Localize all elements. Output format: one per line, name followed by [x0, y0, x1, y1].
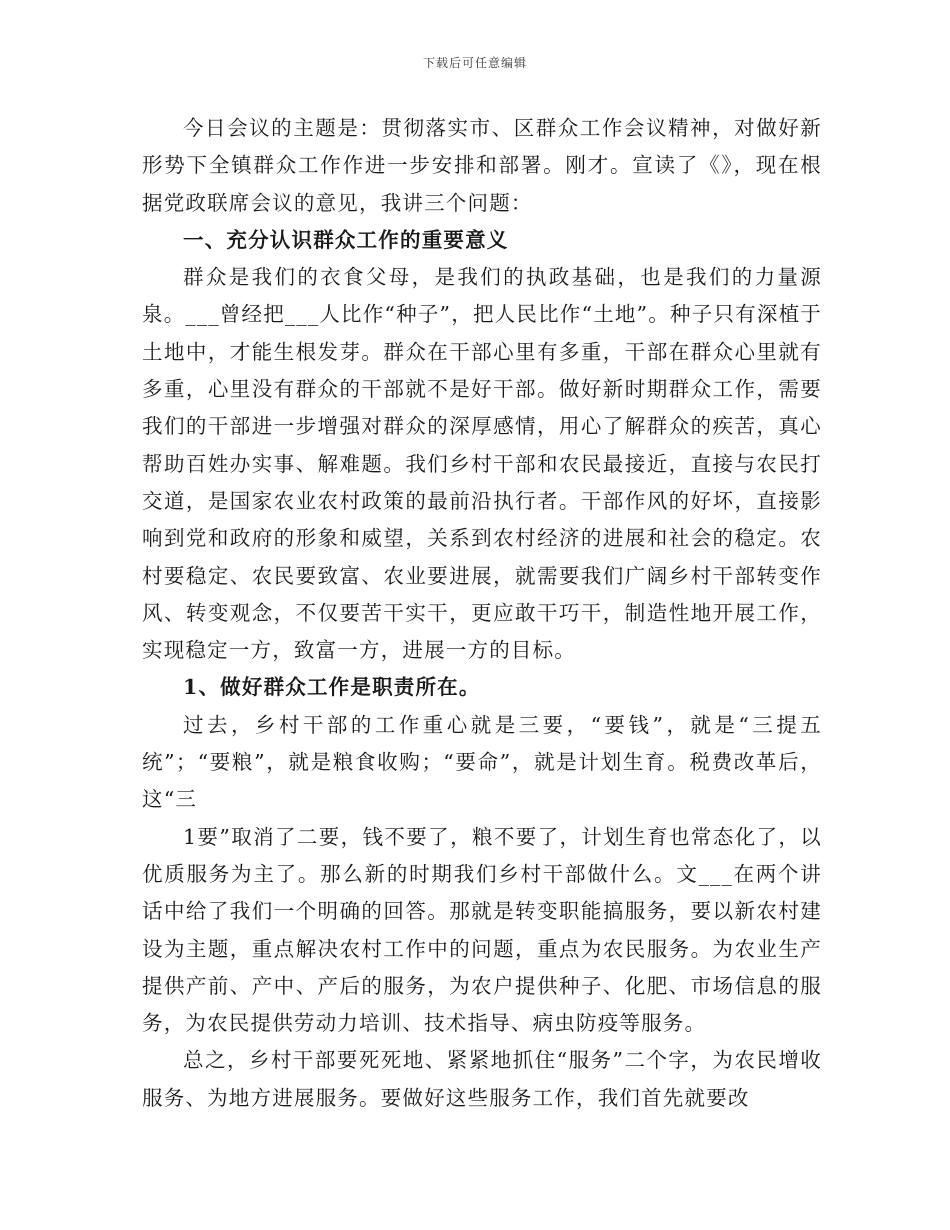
paragraph-significance: 群众是我们的衣食父母，是我们的执政基础，也是我们的力量源泉。___曾经把___人比作“种子”，把人民比作“土地”。种子只有深植于土地中，才能生根发芽。群众在干部心里有多重，干部在群众心里就有多重，心里没有群众的干部就不是好干部。做好新时期群众工作，需要我们的干部进一步增强对群众的深厚感情，用心了解群众的疾苦，真心帮助百姓办实事、解难题。我们乡村干部和农民最接近，直接与农民打交道，是国家农业农村政策的最前沿执行者。干部作风的好坏，直接影响到党和政府的形象和威望，关系到农村经济的进展和社会的稳定。农村要稳定、农民要致富、农业要进展，就需要我们广阔乡村干部转变作风、转变观念，不仅要苦干实干，更应敢干巧干，制造性地开展工作，实现稳定一方，致富一方，进展一方的目标。: [142, 265, 822, 663]
paragraph-service-shift: 1要”取消了二要，钱不要了，粮不要了，计划生育也常态化了，以优质服务为主了。那么新的时期我们乡村干部做什么。文___在两个讲话中给了我们一个明确的回答。那就是转变职能搞服务，要以新农村建设为主题，重点解决农村工作中的问题，重点为农民服务。为农业生产提供产前、产中、产后的服务，为农户提供种子、化肥、市场信息的服务，为农民提供劳动力培训、技术指导、病虫防疫等服务。: [142, 824, 822, 1036]
page-header: 下载后可任意编辑: [422, 56, 527, 70]
subsection-heading-1: 1、做好群众工作是职责所在。: [183, 675, 481, 700]
paragraph-conclusion: 总之，乡村干部要死死地、紧紧地抓住“服务”二个字，为农民增收服务、为地方进展服务。要做好这些服务工作，我们首先就要改: [142, 1048, 822, 1110]
section-heading-1: 一、充分认识群众工作的重要意义: [183, 227, 509, 252]
paragraph-intro: 今日会议的主题是：贯彻落实市、区群众工作会议精神，对做好新形势下全镇群众工作作进一步安排和部署。刚才。宣读了《》，现在根据党政联席会议的意见，我讲三个问题：: [142, 116, 822, 215]
document-body: [142, 110, 822, 1117]
paragraph-past-duties: 过去，乡村干部的工作重心就是三要，“要钱”，就是“三提五统”；“要粮”，就是粮食收购；“要命”，就是计划生育。税费改革后，这“三: [142, 712, 822, 812]
